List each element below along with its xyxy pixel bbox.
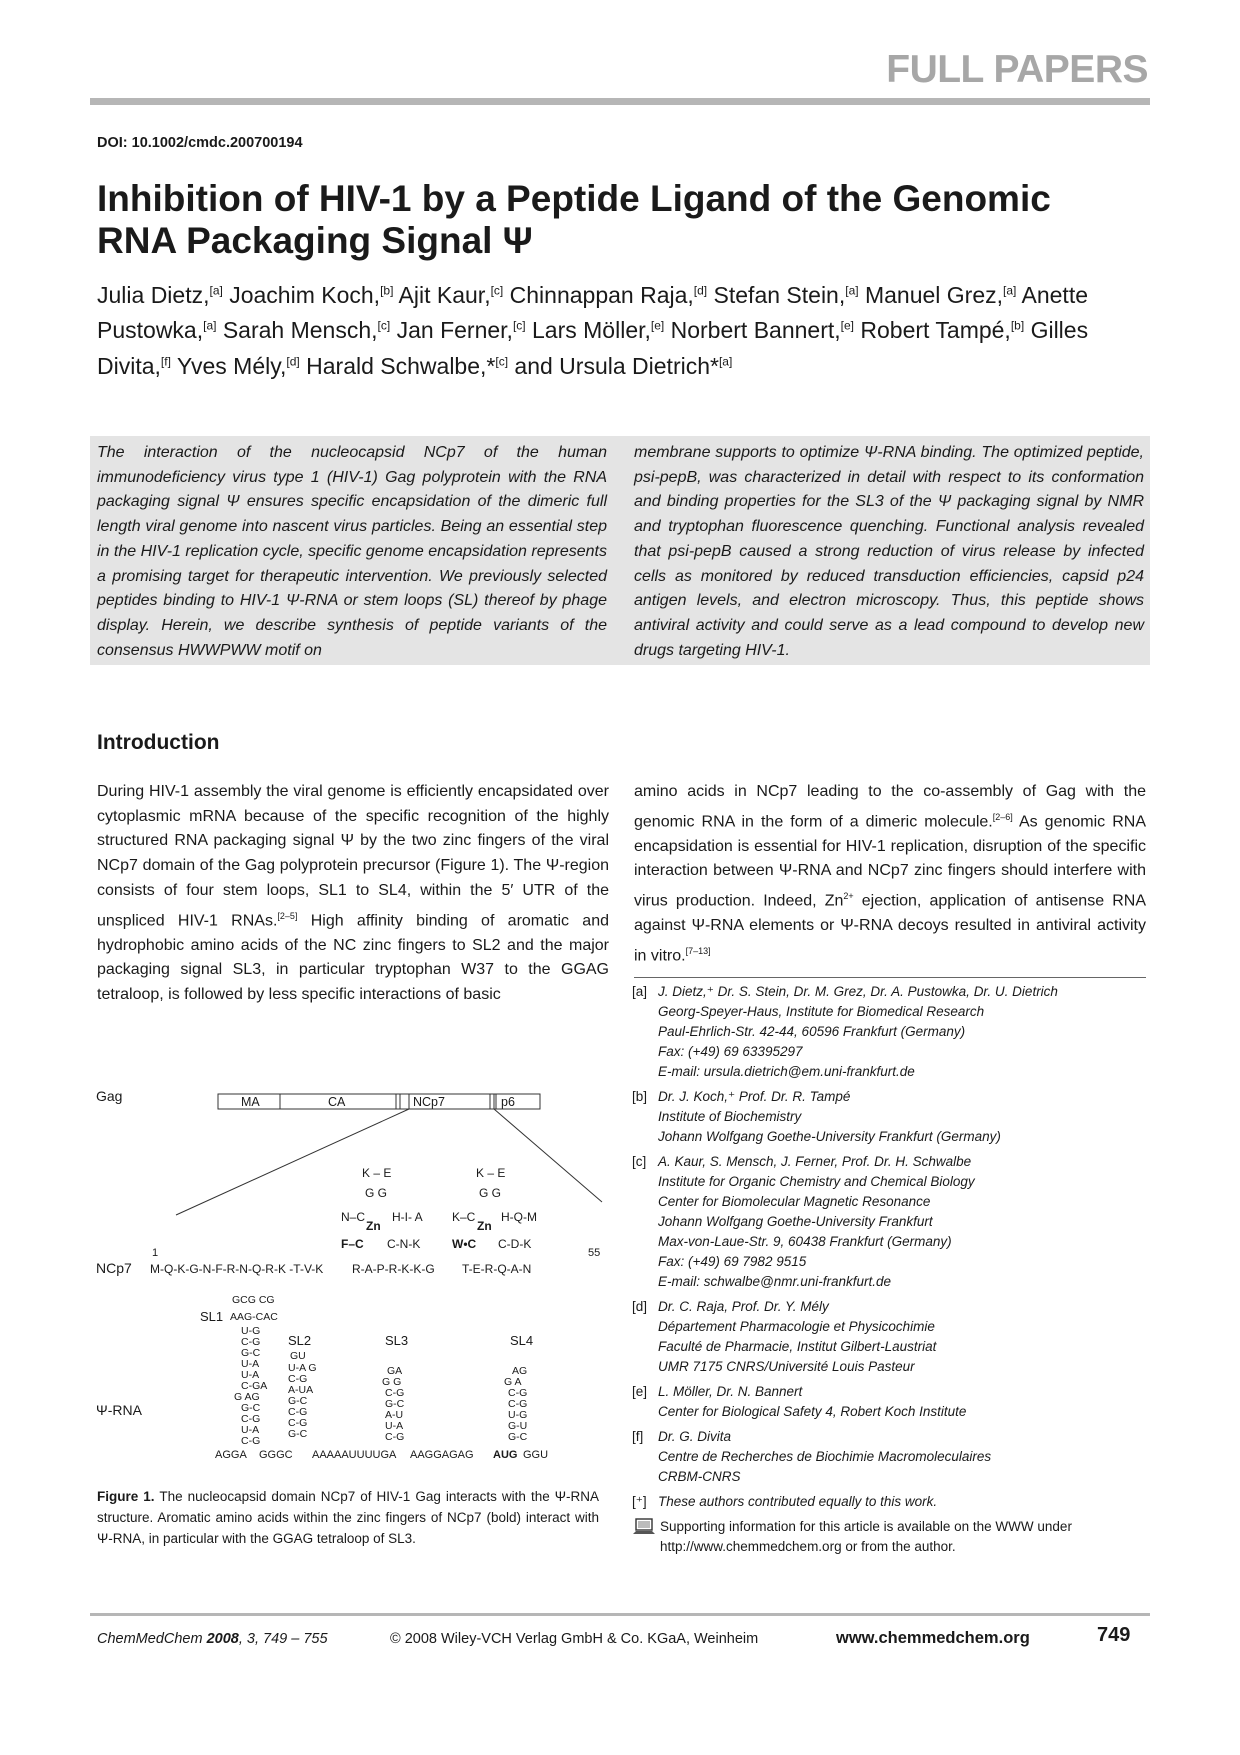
running-head: FULL PAPERS bbox=[886, 48, 1148, 91]
zf1-bottom-left: F–C bbox=[341, 1237, 364, 1251]
sl4-pair: G-C bbox=[508, 1431, 528, 1443]
author-list bbox=[97, 275, 1157, 382]
citation[interactable]: [7–13] bbox=[685, 945, 711, 956]
domain-ca: CA bbox=[328, 1095, 346, 1109]
affiliation-body bbox=[658, 1492, 937, 1512]
intro-text: ejection, application of antisense RNA against Ψ-RNA elements or Ψ-RNA decoys resulted in antiviral activity in vitro. bbox=[634, 892, 1147, 965]
sl3-pair: G-C bbox=[385, 1398, 405, 1410]
start-codon: AUG bbox=[493, 1449, 518, 1461]
author-affiliation-mark: [c] bbox=[495, 354, 509, 369]
author-affiliation-mark: [a] bbox=[203, 318, 217, 333]
sl4-structure bbox=[504, 1365, 528, 1443]
affiliation-entry bbox=[632, 1297, 1152, 1377]
author-affiliation-mark: [d] bbox=[693, 283, 708, 297]
zf1-g-row: G G bbox=[365, 1186, 388, 1200]
sl4-pair: G A bbox=[504, 1376, 522, 1388]
intro-right-column bbox=[634, 780, 1146, 969]
affiliation-line: E-mail: schwalbe@nmr.uni-frankfurt.de bbox=[658, 1274, 892, 1289]
author bbox=[223, 317, 390, 343]
author-affiliation-mark: [c] bbox=[512, 318, 526, 333]
journal-name: ChemMedChem bbox=[97, 1631, 203, 1647]
author-affiliation-mark: [c] bbox=[377, 318, 391, 333]
strand-segment: GGU bbox=[523, 1449, 549, 1461]
row-label-psi-rna: Ψ-RNA bbox=[96, 1402, 142, 1418]
strand-segment: AAAAAUUUUGA bbox=[312, 1449, 397, 1461]
affiliation-line: Dr. G. Divita bbox=[658, 1429, 732, 1444]
footer-rule bbox=[90, 1613, 1150, 1616]
affiliation-tag: [c] bbox=[632, 1154, 647, 1169]
supporting-information bbox=[632, 1517, 1152, 1557]
domain-ncp7: NCp7 bbox=[413, 1095, 445, 1109]
sl3-pair: A-U bbox=[385, 1409, 404, 1421]
zf1-top: K – E bbox=[362, 1166, 392, 1180]
footer-copyright: © 2008 Wiley-VCH Verlag GmbH & Co. KGaA, Weinheim bbox=[390, 1631, 759, 1647]
sl1-loop: GCG CG bbox=[232, 1294, 275, 1306]
zf2-bottom-right: C-D-K bbox=[498, 1237, 532, 1251]
sl1-pair: C-GA bbox=[241, 1380, 268, 1392]
sl2-pair: G-C bbox=[288, 1395, 308, 1407]
affiliation-line: Center for Biomolecular Magnetic Resonance bbox=[658, 1194, 931, 1209]
affiliation-rule bbox=[634, 977, 1146, 978]
abstract-right-column: membrane supports to optimize Ψ-RNA binding. The optimized peptide, psi-pepB, was characterized in detail with respect to its conformation and binding properties for the SL3 of the Ψ packaging signal by NMR and tryptophan fluorescence quenching. Functional analysis revealed that psi-pepB caused a strong reduction of virus release by infected cells as monitored by reduced transduction efficiencies, capsid p24 antigen levels, and electron microscopy. Thus, this peptide shows antiviral activity and could serve as a lead compound to develop new drugs targeting HIV-1. bbox=[634, 444, 1144, 659]
affiliation-entry bbox=[632, 1492, 1152, 1512]
author bbox=[306, 353, 508, 379]
section-heading-introduction: Introduction bbox=[97, 731, 220, 754]
author-name: Chinnappan Raja, bbox=[509, 281, 694, 308]
sl4-pair: C-G bbox=[508, 1398, 528, 1410]
author-name: Robert Tampé, bbox=[860, 317, 1011, 344]
author-name: and Ursula Dietrich* bbox=[514, 352, 719, 379]
zf1-mid-left: N–C bbox=[341, 1210, 366, 1224]
affiliation-line: Fax: (+49) 69 7982 9515 bbox=[658, 1254, 807, 1269]
sl4-pair: G-U bbox=[508, 1420, 528, 1432]
author-name: Julia Dietz, bbox=[97, 281, 210, 308]
sl3-pair: U-A bbox=[385, 1420, 404, 1432]
sl1-pair: G-C bbox=[241, 1402, 261, 1414]
author bbox=[397, 317, 526, 343]
intro-text: amino acids in NCp7 leading to the co-assembly of Gag with the genomic RNA in the form of a dimeric molecule. bbox=[634, 783, 1146, 831]
sl3-pair: G G bbox=[382, 1376, 402, 1388]
sl4-pair: C-G bbox=[508, 1387, 528, 1399]
sl2-pair: C-G bbox=[288, 1417, 308, 1429]
zf1-bottom-right: C-N-K bbox=[387, 1237, 421, 1251]
sl2-pair: C-G bbox=[288, 1373, 308, 1385]
residue-number-start: 1 bbox=[152, 1247, 159, 1259]
affiliation-line: E-mail: ursula.dietrich@em.uni-frankfurt.de bbox=[658, 1064, 915, 1079]
supporting-text bbox=[660, 1517, 1072, 1557]
domain-p6: p6 bbox=[501, 1095, 515, 1109]
affiliation-entry bbox=[632, 1087, 1152, 1147]
affiliation-line: Faculté de Pharmacie, Institut Gilbert-Laustriat bbox=[658, 1339, 937, 1354]
sl2-pair: U-A G bbox=[288, 1362, 317, 1374]
author-name: Sarah Mensch, bbox=[222, 317, 378, 344]
sl3-pair: C-G bbox=[385, 1387, 405, 1399]
affiliation-line: Institute for Organic Chemistry and Chemical Biology bbox=[658, 1174, 975, 1189]
figure-caption bbox=[97, 1486, 599, 1549]
stem-loop-sl3: SL3 bbox=[385, 1333, 409, 1348]
abstract-left-column: The interaction of the nucleocapsid NCp7 of the human immunodeficiency virus type 1 (HIV-1) Gag polyprotein with the RNA packaging signal Ψ ensures specific encapsidation of the dimeric full length viral genome into nascent virus particles. Being an essential step in the HIV-1 replication cycle, specific genome encapsidation represents a promising target for therapeutic intervention. We previously selected peptides binding to HIV-1 Ψ-RNA or stem loops (SL) thereof by phage display. Herein, we describe synthesis of peptide variants of the consensus HWWPWW motif on bbox=[97, 444, 607, 659]
domain-ma: MA bbox=[241, 1095, 260, 1109]
zn-charge: 2+ bbox=[843, 891, 854, 902]
author-affiliation-mark: [d] bbox=[286, 354, 300, 369]
citation[interactable]: [2–5] bbox=[277, 910, 298, 921]
zf2-mid-right: H-Q-M bbox=[501, 1210, 537, 1224]
author-affiliation-mark: [e] bbox=[650, 318, 665, 333]
author-affiliation-mark: [e] bbox=[840, 318, 854, 333]
stem-loop-sl2: SL2 bbox=[288, 1333, 312, 1348]
volume-pages: , 3, 749 – 755 bbox=[238, 1631, 328, 1647]
sl1-pair: U-A bbox=[241, 1369, 260, 1381]
supporting-line: Supporting information for this article is available on the WWW under bbox=[660, 1519, 1072, 1534]
affiliation-line: Center for Biological Safety 4, Robert Koch Institute bbox=[658, 1404, 967, 1419]
affiliation-line: Georg-Speyer-Haus, Institute for Biomedical Research bbox=[658, 1004, 985, 1019]
ncp7-sequence-1: M-Q-K-G-N-F-R-N-Q-R-K -T-V-K bbox=[150, 1262, 324, 1276]
journal-year: 2008 bbox=[206, 1631, 239, 1647]
affiliation-entry bbox=[632, 1152, 1152, 1292]
doi[interactable]: DOI: 10.1002/cmdc.200700194 bbox=[97, 135, 303, 151]
row-label-gag: Gag bbox=[96, 1088, 123, 1104]
computer-icon bbox=[632, 1517, 656, 1537]
author-affiliation-mark: [b] bbox=[1010, 318, 1025, 333]
intro-left-column bbox=[97, 780, 609, 1008]
sl1-pair: C-G bbox=[241, 1435, 261, 1447]
zf2-bottom-left: W•C bbox=[452, 1237, 477, 1251]
author bbox=[714, 282, 859, 308]
affiliation-line: Département Pharmacologie et Physicochimie bbox=[658, 1319, 935, 1334]
affiliation-line: J. Dietz,⁺ Dr. S. Stein, Dr. M. Grez, Dr. A. Pustowka, Dr. U. Dietrich bbox=[658, 984, 1058, 999]
affiliation-line: CRBM-CNRS bbox=[658, 1469, 741, 1484]
strand-segment: AGGA bbox=[215, 1449, 247, 1461]
author-affiliation-mark: [a] bbox=[718, 354, 733, 369]
author-name: Anette Pustowka, bbox=[97, 281, 1088, 344]
author-name: Manuel Grez, bbox=[864, 281, 1004, 308]
sl2-pair: A-UA bbox=[288, 1384, 314, 1396]
sl1-structure bbox=[230, 1294, 278, 1447]
sl1-pair: G AG bbox=[234, 1391, 260, 1403]
author-name: Yves Mély, bbox=[176, 352, 287, 379]
affiliation-line: A. Kaur, S. Mensch, J. Ferner, Prof. Dr. H. Schwalbe bbox=[658, 1154, 972, 1169]
author-name: Stefan Stein, bbox=[713, 281, 846, 308]
author-affiliation-mark: [c] bbox=[490, 283, 504, 297]
sl3-structure bbox=[382, 1365, 405, 1443]
sl2-structure bbox=[288, 1350, 317, 1440]
author bbox=[399, 282, 504, 308]
sl1-pair: U-A bbox=[241, 1358, 260, 1370]
author-affiliation-mark: [b] bbox=[380, 283, 394, 297]
stem-loop-sl4: SL4 bbox=[510, 1333, 534, 1348]
figure-1 bbox=[90, 1080, 610, 1478]
affiliation-body bbox=[658, 1297, 936, 1377]
author bbox=[860, 317, 1024, 343]
intro-text: High affinity binding of aromatic and hydrophobic amino acids of the NC zinc fingers to SL2 and the major packaging signal SL3, in particular tryptophan W37 to the GGAG tetraloop, is followed by less specific interactions of basic bbox=[97, 911, 610, 1003]
author bbox=[671, 317, 854, 343]
author bbox=[177, 353, 300, 379]
author-affiliation-mark: [a] bbox=[1003, 283, 1017, 297]
affiliation-tag: [e] bbox=[632, 1384, 648, 1399]
affiliation-line: Institute of Biochemistry bbox=[658, 1109, 802, 1124]
sl1-pair: C-G bbox=[241, 1413, 261, 1425]
footer-website[interactable]: www.chemmedchem.org bbox=[836, 1629, 1030, 1647]
strand-segment: AAGGAGAG bbox=[410, 1449, 474, 1461]
affiliation-body bbox=[658, 1152, 975, 1292]
affiliation-entry bbox=[632, 1382, 1152, 1422]
author bbox=[532, 317, 664, 343]
ncp7-sequence-2: R-A-P-R-K-K-G bbox=[352, 1262, 435, 1276]
sl1-pair: C-G bbox=[241, 1336, 261, 1348]
affiliation-tag: [a] bbox=[632, 984, 648, 999]
residue-number-end: 55 bbox=[588, 1247, 601, 1259]
author-name: Gilles Divita, bbox=[97, 317, 1089, 379]
affiliation-body bbox=[658, 1427, 991, 1487]
sl2-loop: GU bbox=[290, 1350, 306, 1362]
sl4-pair: U-G bbox=[508, 1409, 528, 1421]
figure-label: Figure 1. bbox=[97, 1489, 155, 1504]
author-name: Harald Schwalbe,* bbox=[306, 352, 496, 379]
author-name: Ajit Kaur, bbox=[398, 281, 491, 308]
gag-domain-bar bbox=[176, 1094, 602, 1215]
zf2-top: K – E bbox=[476, 1166, 506, 1180]
sl4-loop: AG bbox=[512, 1365, 528, 1377]
affiliation-body bbox=[658, 982, 1058, 1082]
ncp7-sequence-3: T-E-R-Q-A-N bbox=[462, 1262, 532, 1276]
affiliation-tag: [f] bbox=[632, 1429, 644, 1444]
citation[interactable]: [2–6] bbox=[992, 811, 1013, 822]
bottom-strand bbox=[215, 1449, 548, 1461]
author-affiliation-mark: [a] bbox=[845, 283, 859, 297]
affiliation-body bbox=[658, 1087, 1001, 1147]
sl2-pair: G-C bbox=[288, 1428, 308, 1440]
stem-loop-sl1: SL1 bbox=[200, 1309, 224, 1324]
affiliation-line: Paul-Ehrlich-Str. 42-44, 60596 Frankfurt (Germany) bbox=[658, 1024, 966, 1039]
figure-caption-text: The nucleocapsid domain NCp7 of HIV-1 Gag interacts with the Ψ-RNA structure. Aromatic amino acids within the zinc fingers of NCp7 (bold) interact with Ψ-RNA, in particular with the GGAG tetraloop of SL3. bbox=[97, 1489, 600, 1546]
affiliation-line: These authors contributed equally to this work. bbox=[658, 1494, 938, 1509]
author bbox=[865, 282, 1016, 308]
author-affiliation-mark: [f] bbox=[160, 354, 171, 369]
affiliation-entry bbox=[632, 982, 1152, 1082]
intro-text: As genomic RNA encapsidation is essential for HIV-1 replication, disruption of the specific interaction between Ψ-RNA and NCp7 zinc fingers should interfere with virus production. Indeed, Zn bbox=[634, 813, 1146, 910]
affiliation-list bbox=[632, 982, 1152, 1557]
author bbox=[97, 282, 223, 308]
author-name: Joachim Koch, bbox=[229, 281, 381, 308]
author bbox=[229, 282, 393, 308]
affiliation-line: Johann Wolfgang Goethe-University Frankfurt (Germany) bbox=[658, 1129, 1001, 1144]
author-name: Lars Möller, bbox=[532, 317, 651, 344]
affiliation-tag: [⁺] bbox=[632, 1494, 647, 1509]
affiliation-line: Johann Wolfgang Goethe-University Frankfurt bbox=[658, 1214, 933, 1229]
author bbox=[510, 282, 707, 308]
footer-citation bbox=[97, 1631, 328, 1647]
zf2-mid-left: K–C bbox=[452, 1210, 476, 1224]
affiliation-body bbox=[658, 1382, 966, 1422]
affiliation-tag: [d] bbox=[632, 1299, 648, 1314]
affiliation-line: UMR 7175 CNRS/Université Louis Pasteur bbox=[658, 1359, 915, 1374]
affiliation-line: Dr. J. Koch,⁺ Prof. Dr. R. Tampé bbox=[658, 1089, 851, 1104]
sl2-pair: C-G bbox=[288, 1406, 308, 1418]
zf2-g-row: G G bbox=[479, 1186, 502, 1200]
affiliation-entry bbox=[632, 1427, 1152, 1487]
zf1-zinc: Zn bbox=[366, 1219, 381, 1233]
affiliation-line: L. Möller, Dr. N. Bannert bbox=[658, 1384, 803, 1399]
author bbox=[514, 353, 732, 379]
author-affiliation-mark: [a] bbox=[209, 283, 223, 297]
affiliation-line: Dr. C. Raja, Prof. Dr. Y. Mély bbox=[658, 1299, 829, 1314]
article-title: Inhibition of HIV-1 by a Peptide Ligand of the Genomic RNA Packaging Signal Ψ bbox=[97, 178, 1051, 261]
affiliation-line: Centre de Recherches de Biochimie Macromoleculaires bbox=[658, 1449, 992, 1464]
affiliation-line: Max-von-Laue-Str. 9, 60438 Frankfurt (Germany) bbox=[658, 1234, 952, 1249]
author-name: Jan Ferner, bbox=[396, 317, 513, 344]
sl1-pair: G-C bbox=[241, 1347, 261, 1359]
page-number: 749 bbox=[1097, 1624, 1131, 1646]
supporting-link[interactable]: http://www.chemmedchem.org or from the author. bbox=[660, 1539, 956, 1554]
sl1-pair: U-G bbox=[241, 1325, 261, 1337]
zf2-zinc: Zn bbox=[477, 1219, 492, 1233]
affiliation-line: Fax: (+49) 69 63395297 bbox=[658, 1044, 803, 1059]
sl1-top: AAG-CAC bbox=[230, 1311, 278, 1323]
zinc-finger-2 bbox=[452, 1166, 537, 1251]
sl3-pair: C-G bbox=[385, 1431, 405, 1443]
zinc-finger-1 bbox=[341, 1166, 423, 1251]
header-rule bbox=[90, 98, 1150, 105]
strand-segment: GGGC bbox=[259, 1449, 293, 1461]
row-label-ncp7: NCp7 bbox=[96, 1260, 132, 1276]
author-name: Norbert Bannert, bbox=[670, 317, 841, 344]
sl1-pair: U-A bbox=[241, 1424, 260, 1436]
affiliation-tag: [b] bbox=[632, 1089, 648, 1104]
intro-text: During HIV-1 assembly the viral genome is efficiently encapsidated over cytoplasmic mRNA because of the specific recognition of the highly structured RNA packaging signal Ψ by the two zinc fingers of the viral NCp7 domain of the Gag polyprotein precursor (Figure 1). The Ψ-region consists of four stem loops, SL1 to SL4, within the 5′ UTR of the unspliced HIV-1 RNAs. bbox=[97, 783, 609, 929]
sl3-loop: GA bbox=[387, 1365, 403, 1377]
zf1-mid-right: H-I- A bbox=[392, 1210, 423, 1224]
